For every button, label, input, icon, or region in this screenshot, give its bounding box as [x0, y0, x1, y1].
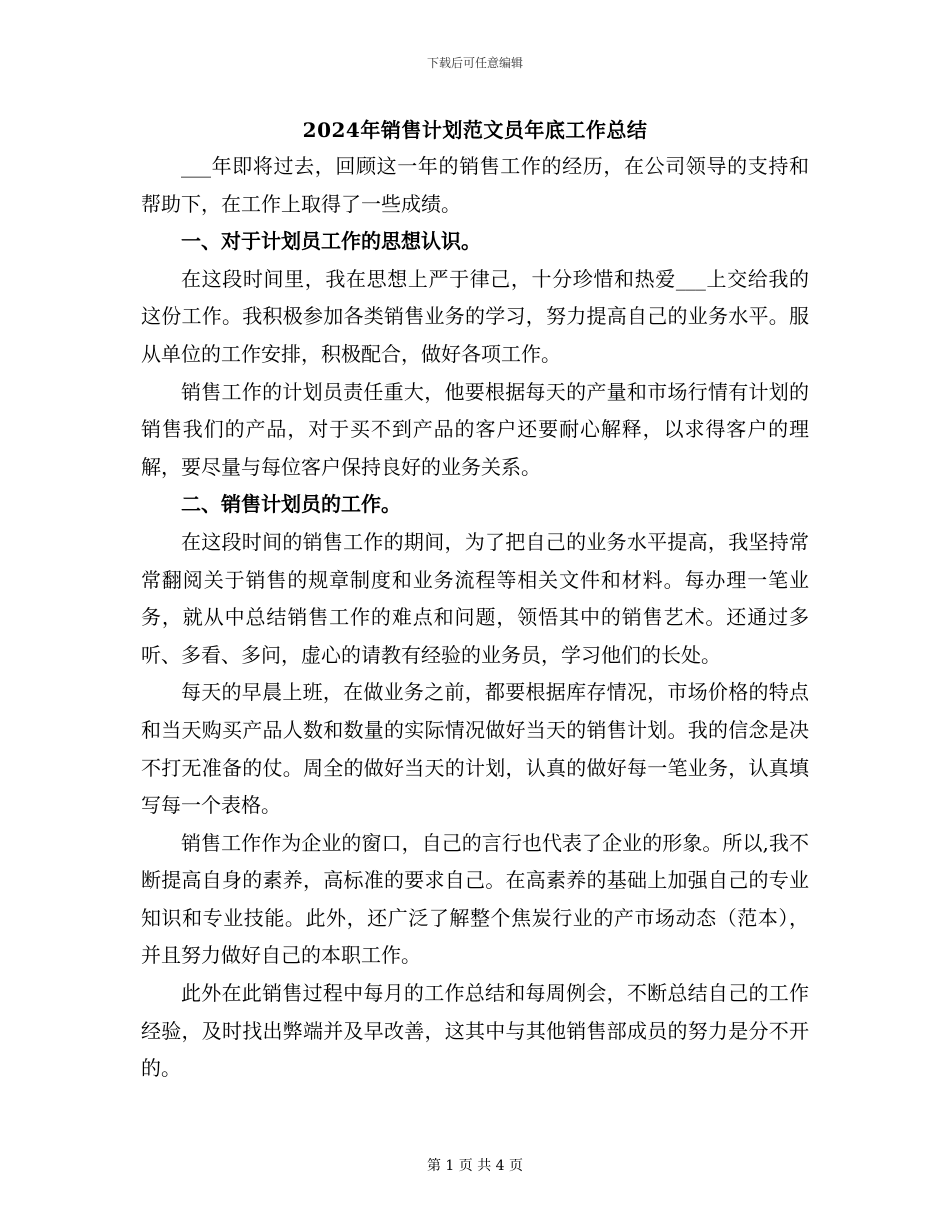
section-heading-2: 二、销售计划员的工作。 [181, 492, 401, 517]
paragraph-intro: ___年即将过去，回顾这一年的销售工作的经历，在公司领导的支持和帮助下，在工作上取得了一些成绩。 [141, 154, 809, 216]
paragraph: 在这段时间里，我在思想上严于律己，十分珍惜和热爱___上交给我的这份工作。我积极参加各类销售业务的学习，努力提高自己的业务水平。服从单位的工作安排，积极配合，做好各项工作。 [141, 266, 809, 366]
document-body [141, 148, 809, 1088]
page-number: 第 1 页 共 4 页 [426, 1158, 524, 1174]
paragraph: 此外在此销售过程中每月的工作总结和每周例会，不断总结自己的工作经验，及时找出弊端并及早改善，这其中与其他销售部成员的努力是分不开的。 [141, 981, 809, 1081]
paragraph: 销售工作作为企业的窗口，自己的言行也代表了企业的形象。所以,我不断提高自身的素养，高标准的要求自己。在高素养的基础上加强自己的专业知识和专业技能。此外，还广泛了解整个焦炭行业的产市场动态（范本），并且努力做好自己的本职工作。 [141, 830, 809, 968]
section-heading-1: 一、对于计划员工作的思想认识。 [181, 229, 481, 254]
paragraph: 在这段时间的销售工作的期间，为了把自己的业务水平提高，我坚持常常翻阅关于销售的规章制度和业务流程等相关文件和材料。每办理一笔业务，就从中总结销售工作的难点和问题，领悟其中的销售艺术。还通过多听、多看、多问，虚心的请教有经验的业务员，学习他们的长处。 [141, 529, 809, 667]
header-note: 下载后可任意编辑 [426, 56, 523, 70]
document-title: 2024年销售计划范文员年底工作总结 [302, 118, 648, 142]
paragraph: 销售工作的计划员责任重大，他要根据每天的产量和市场行情有计划的销售我们的产品，对于买不到产品的客户还要耐心解释，以求得客户的理解，要尽量与每位客户保持良好的业务关系。 [141, 379, 809, 479]
paragraph: 每天的早晨上班，在做业务之前，都要根据库存情况，市场价格的特点和当天购买产品人数和数量的实际情况做好当天的销售计划。我的信念是决不打无准备的仗。周全的做好当天的计划，认真的做好每一笔业务，认真填写每一个表格。 [141, 680, 809, 818]
